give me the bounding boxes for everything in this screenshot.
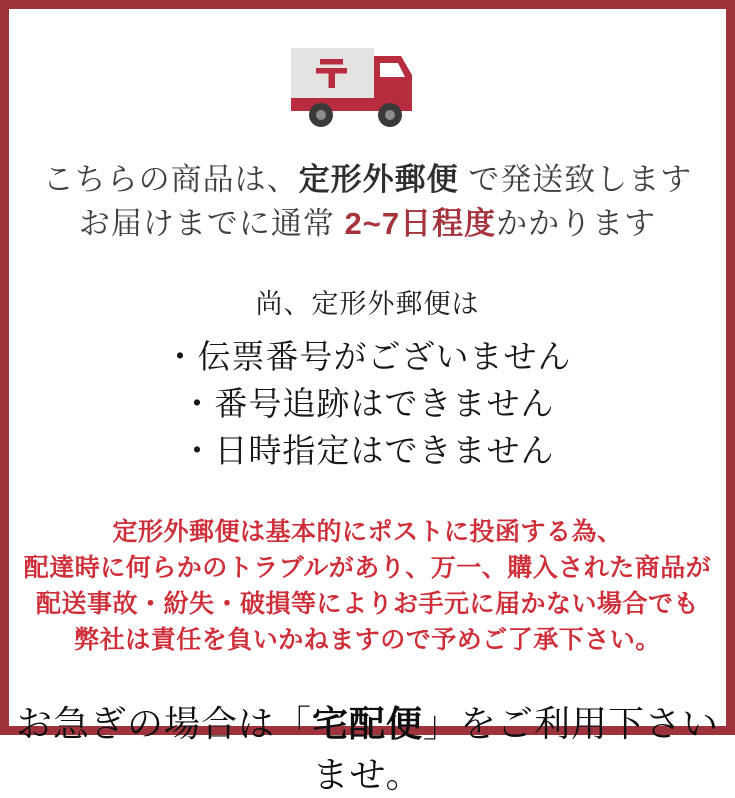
delivery-duration: 2~7日程度	[344, 206, 497, 241]
shipping-method-name: 定形外郵便	[298, 162, 459, 197]
shipping-method-intro	[43, 158, 693, 246]
intro-line1-post: で発送致します	[458, 162, 693, 197]
warning-line: 配送事故・紛失・破損等によりお手元に届かない場合でも	[35, 590, 699, 618]
limitation-item: ・番号追跡はできません	[180, 385, 555, 422]
limitation-item: ・伝票番号がございません	[163, 338, 572, 375]
notice-heading: 尚、定形外郵便は	[255, 289, 480, 319]
liability-warning	[24, 514, 712, 658]
intro-line-1	[43, 158, 693, 202]
postal-delivery-truck-icon	[288, 42, 448, 128]
limitations-list	[164, 333, 572, 474]
intro-line2-pre: お届けまでに通常	[78, 206, 345, 241]
warning-line: 定形外郵便は基本的にポストに投函する為、	[112, 518, 623, 546]
shipping-notice-page	[9, 9, 726, 795]
warning-line: 弊社は責任を負いかねますので予めご了承下さい。	[74, 626, 661, 654]
footer-pre: お急ぎの場合は	[15, 703, 275, 744]
courier-service-name: 宅配便	[311, 703, 423, 744]
intro-line-2	[43, 202, 693, 246]
footer-bracket-close: 」	[423, 703, 461, 744]
intro-line2-post: かかります	[496, 206, 657, 241]
footer-bracket-open: 「	[274, 703, 312, 744]
intro-line1-pre: こちらの商品は、	[42, 162, 299, 197]
footer-post: をご利用下さいませ。	[312, 703, 720, 795]
express-option-note	[9, 696, 726, 798]
warning-line: 配達時に何らかのトラブルがあり、万一、購入された商品が	[23, 554, 712, 582]
limitation-item: ・日時指定はできません	[180, 432, 555, 469]
